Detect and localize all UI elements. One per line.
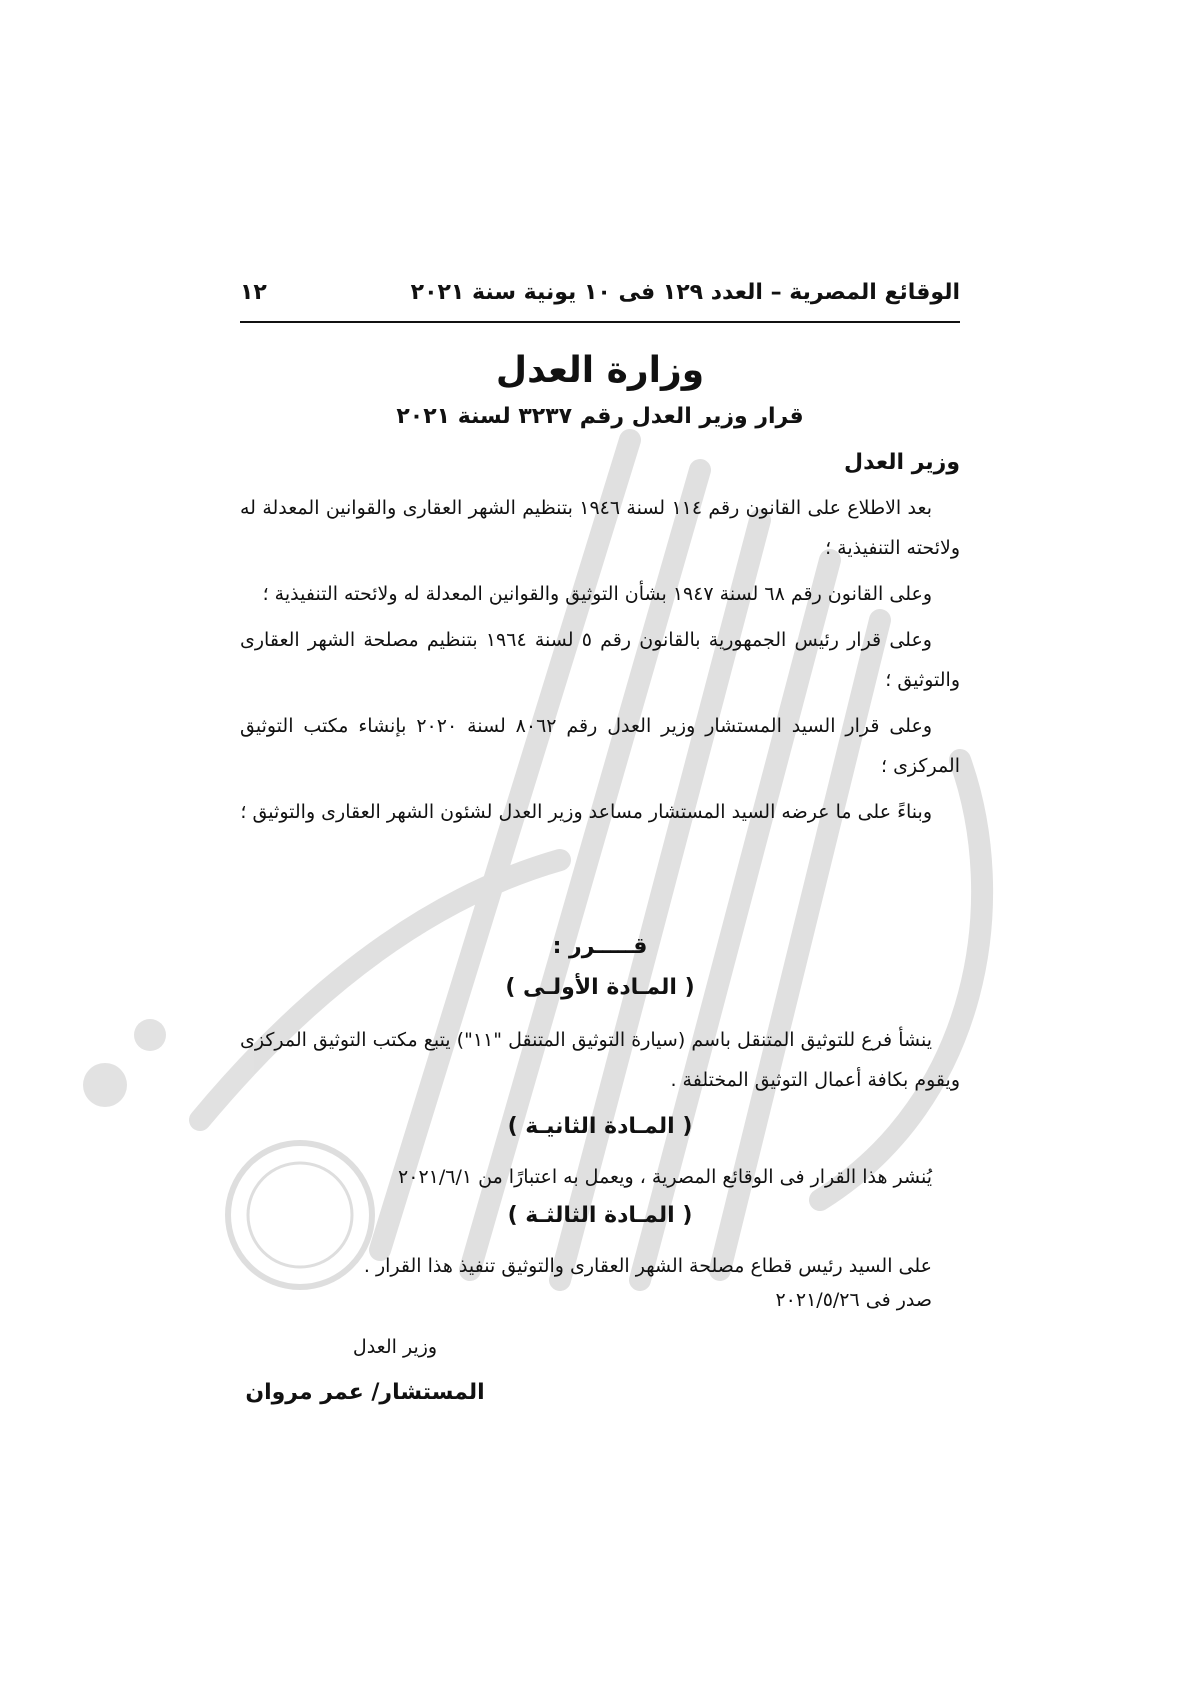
signatory-title: وزير العدل bbox=[352, 1336, 438, 1358]
article-3-text bbox=[240, 1246, 960, 1286]
consideration-paragraph: بعد الاطلاع على القانون رقم ١١٤ لسنة ١٩٤٦ بتنظيم الشهر العقارى والقوانين المعدلة له ولائحته التنفيذية ؛ bbox=[240, 497, 960, 559]
ministry-heading: وزارة العدل bbox=[495, 350, 705, 391]
article-paragraph: على السيد رئيس قطاع مصلحة الشهر العقارى والتوثيق تنفيذ هذا القرار . bbox=[363, 1255, 932, 1277]
issue-date: صدر فى ٢٠٢١/٥/٢٦ bbox=[775, 1289, 932, 1311]
decided-heading: قـــــرر : bbox=[552, 934, 648, 959]
article-3-heading: ( المـادة الثالثـة ) bbox=[507, 1203, 693, 1228]
article-2-heading: ( المـادة الثانيـة ) bbox=[507, 1114, 693, 1139]
running-header bbox=[240, 272, 960, 312]
signatory-name: المستشار/ عمر مروان bbox=[245, 1380, 485, 1405]
page-number: ١٢ bbox=[240, 279, 267, 305]
consideration-paragraph: وعلى القانون رقم ٦٨ لسنة ١٩٤٧ بشأن التوثيق والقوانين المعدلة له ولائحته التنفيذية ؛ bbox=[262, 583, 932, 605]
consideration-paragraph: وعلى قرار السيد المستشار وزير العدل رقم ٨٠٦٢ لسنة ٢٠٢٠ بإنشاء مكتب التوثيق المركزى ؛ bbox=[240, 715, 960, 777]
issuer-heading: وزير العدل bbox=[844, 450, 960, 475]
article-1-heading: ( المـادة الأولـى ) bbox=[505, 975, 695, 1000]
running-title: الوقائع المصرية – العدد ١٢٩ فى ١٠ يونية سنة ٢٠٢١ bbox=[410, 279, 960, 305]
article-paragraph: يُنشر هذا القرار فى الوقائع المصرية ، ويعمل به اعتبارًا من ٢٠٢١/٦/١ bbox=[398, 1166, 932, 1188]
consideration-paragraph: وبناءً على ما عرضه السيد المستشار مساعد وزير العدل لشئون الشهر العقارى والتوثيق ؛ bbox=[240, 801, 932, 823]
header-divider bbox=[240, 321, 960, 323]
consideration-paragraph: وعلى قرار رئيس الجمهورية بالقانون رقم ٥ لسنة ١٩٦٤ بتنظيم مصلحة الشهر العقارى والتوثيق ؛ bbox=[240, 629, 960, 691]
preamble bbox=[240, 488, 960, 838]
article-2-text bbox=[240, 1157, 960, 1197]
article-1-text bbox=[240, 1020, 960, 1100]
decree-title: قرار وزير العدل رقم ٣٢٣٧ لسنة ٢٠٢١ bbox=[396, 404, 804, 429]
article-paragraph: ينشأ فرع للتوثيق المتنقل باسم (سيارة التوثيق المتنقل "١١") يتبع مكتب التوثيق المركزى ويقوم بكافة أعمال التوثيق المختلفة . bbox=[240, 1029, 960, 1091]
